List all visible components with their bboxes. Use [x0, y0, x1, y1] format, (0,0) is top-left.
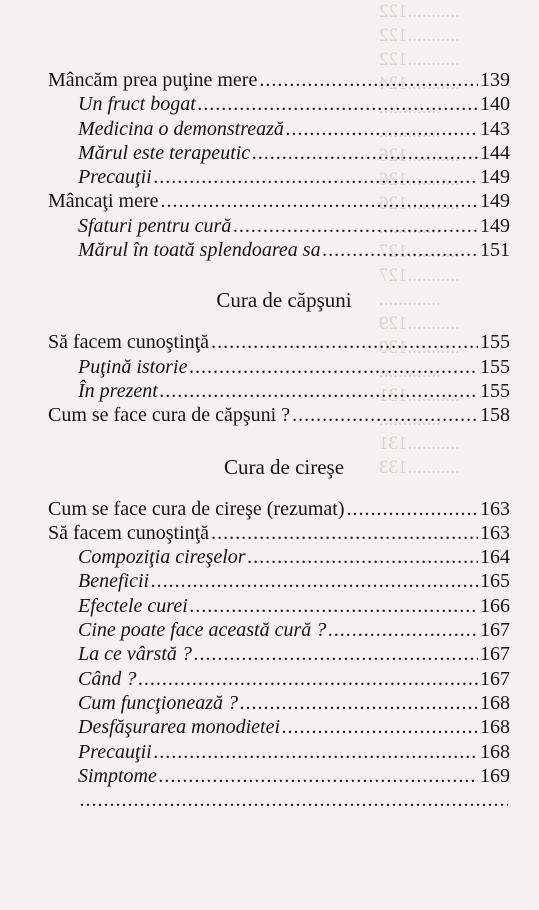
dot-leader	[138, 667, 478, 691]
toc-entry-title: Mărul este terapeutic	[78, 141, 251, 164]
dot-leader	[211, 330, 478, 354]
toc-entry-title: Cine poate face această cură ?	[78, 619, 327, 642]
toc-subentry[interactable]	[48, 165, 510, 189]
dot-leader	[151, 569, 478, 593]
toc-entry-title: Mâncăm prea puţine mere	[48, 69, 258, 91]
toc-subentry[interactable]	[48, 788, 510, 812]
toc-entry-page: 139	[480, 69, 510, 91]
toc-entry-page: 155	[480, 331, 510, 354]
toc-entry-page: 168	[480, 716, 510, 739]
toc-entry-title: Precauţii	[78, 166, 152, 189]
toc-subentry[interactable]	[48, 715, 510, 739]
toc-entry-page: 163	[480, 521, 510, 544]
dot-leader	[189, 355, 478, 379]
toc-entry-title: Să facem cunoştinţă	[48, 521, 210, 544]
dot-leader	[252, 141, 478, 165]
toc-subentry[interactable]	[48, 691, 510, 715]
section-heading-strawberry: Cura de căpşuni	[216, 288, 352, 313]
dot-leader	[347, 497, 479, 521]
dot-leader	[233, 214, 478, 238]
toc-entry-title: Desfăşurarea monodietei	[78, 716, 281, 739]
dot-leader	[198, 92, 478, 116]
toc-subentry[interactable]	[48, 238, 510, 262]
toc-entry-page: 149	[480, 214, 510, 237]
toc-entry[interactable]	[48, 68, 510, 92]
toc-entry-page: 167	[480, 667, 510, 690]
toc-entry[interactable]	[48, 403, 510, 427]
toc-entry-title: În prezent	[78, 379, 158, 402]
dot-leader	[154, 740, 478, 764]
toc-entry-title: Medicina o demonstrează	[78, 117, 284, 140]
toc-entry-page: 140	[480, 93, 510, 116]
toc-entry-page: 151	[480, 239, 510, 262]
toc-subentry[interactable]	[48, 141, 510, 165]
toc-entry-title: Simptome	[78, 764, 157, 787]
toc-entry-title: La ce vârstă ?	[78, 643, 192, 666]
toc-subentry[interactable]	[48, 355, 510, 379]
toc-entry-page: 164	[480, 546, 510, 569]
dot-leader	[190, 594, 478, 618]
toc-entry-page: 143	[480, 117, 510, 140]
toc-entry-page: 144	[480, 141, 510, 164]
toc-entry-page: 167	[480, 643, 510, 666]
toc-entry-page: 155	[480, 379, 510, 402]
dot-leader	[240, 691, 478, 715]
section-heading-cherry: Cura de cireşe	[223, 454, 345, 479]
toc-entry-page: 158	[480, 404, 510, 427]
toc-subentry[interactable]	[48, 569, 510, 593]
dot-leader	[154, 165, 478, 189]
toc-subentry[interactable]	[48, 117, 510, 141]
dot-leader	[194, 642, 478, 666]
toc-entry[interactable]	[48, 189, 510, 213]
dot-leader	[292, 403, 478, 427]
toc-subentry[interactable]	[48, 667, 510, 691]
dot-leader	[282, 715, 478, 739]
dot-leader	[80, 788, 508, 812]
table-of-contents	[48, 68, 510, 812]
toc-entry-page: 168	[480, 740, 510, 763]
toc-entry-title: Efectele curei	[78, 594, 188, 617]
toc-entry-page: 167	[480, 619, 510, 642]
toc-entry-title: Precauţii	[78, 740, 152, 763]
toc-entry-title: Mâncaţi mere	[48, 190, 159, 213]
toc-entry-title: Sfaturi pentru cură	[78, 214, 232, 237]
dot-leader	[248, 545, 478, 569]
toc-entry-page: 165	[480, 570, 510, 593]
dot-leader	[286, 117, 478, 141]
toc-entry-title: Cum se face cura de cireşe (rezumat)	[48, 497, 345, 520]
toc-entry-title: Cum funcţionează ?	[78, 691, 238, 714]
toc-subentry[interactable]	[48, 740, 510, 764]
toc-entry-title: Când ?	[78, 667, 137, 690]
dot-leader	[161, 189, 479, 213]
dot-leader	[211, 521, 478, 545]
toc-entry[interactable]	[48, 497, 510, 521]
toc-entry-title: Compoziţia cireşelor	[78, 546, 246, 569]
toc-entry-title: Cum se face cura de căpşuni ?	[48, 404, 291, 427]
toc-entry-page: 155	[480, 355, 510, 378]
dot-leader	[259, 68, 478, 92]
toc-entry-title: Un fruct bogat	[78, 93, 196, 116]
show-through-text: ...........122 ...........122 ...........122 ...........124 ............. ............. ...........126 ...........126 ...........126 ............. ...........127 ...........127 ............. ...........129 ...........130 ............. ...........131 ............. ...........131 ...........133	[379, 1, 460, 478]
toc-entry-page: 166	[480, 594, 510, 617]
toc-subentry[interactable]	[48, 545, 510, 569]
toc-subentry[interactable]	[48, 642, 510, 666]
toc-entry-page: 163	[480, 497, 510, 520]
toc-entry-page: 149	[480, 166, 510, 189]
toc-subentry[interactable]	[48, 594, 510, 618]
dot-leader	[328, 618, 478, 642]
dot-leader	[159, 764, 478, 788]
dot-leader	[323, 238, 478, 262]
toc-subentry[interactable]	[48, 214, 510, 238]
toc-entry[interactable]	[48, 330, 510, 354]
toc-subentry[interactable]	[48, 618, 510, 642]
toc-entry-title: Să facem cunoştinţă	[48, 331, 210, 354]
dot-leader	[160, 379, 478, 403]
toc-subentry[interactable]	[48, 764, 510, 788]
toc-entry-title: Mărul în toată splendoarea sa	[78, 239, 321, 262]
toc-entry-title: Puţină istorie	[78, 355, 188, 378]
toc-entry-page: 168	[480, 691, 510, 714]
toc-subentry[interactable]	[48, 379, 510, 403]
toc-entry-page: 149	[480, 190, 510, 213]
toc-entry-title: Beneficii	[78, 570, 150, 593]
toc-entry[interactable]	[48, 521, 510, 545]
toc-entry-page: 169	[480, 764, 510, 787]
toc-subentry[interactable]	[48, 92, 510, 116]
